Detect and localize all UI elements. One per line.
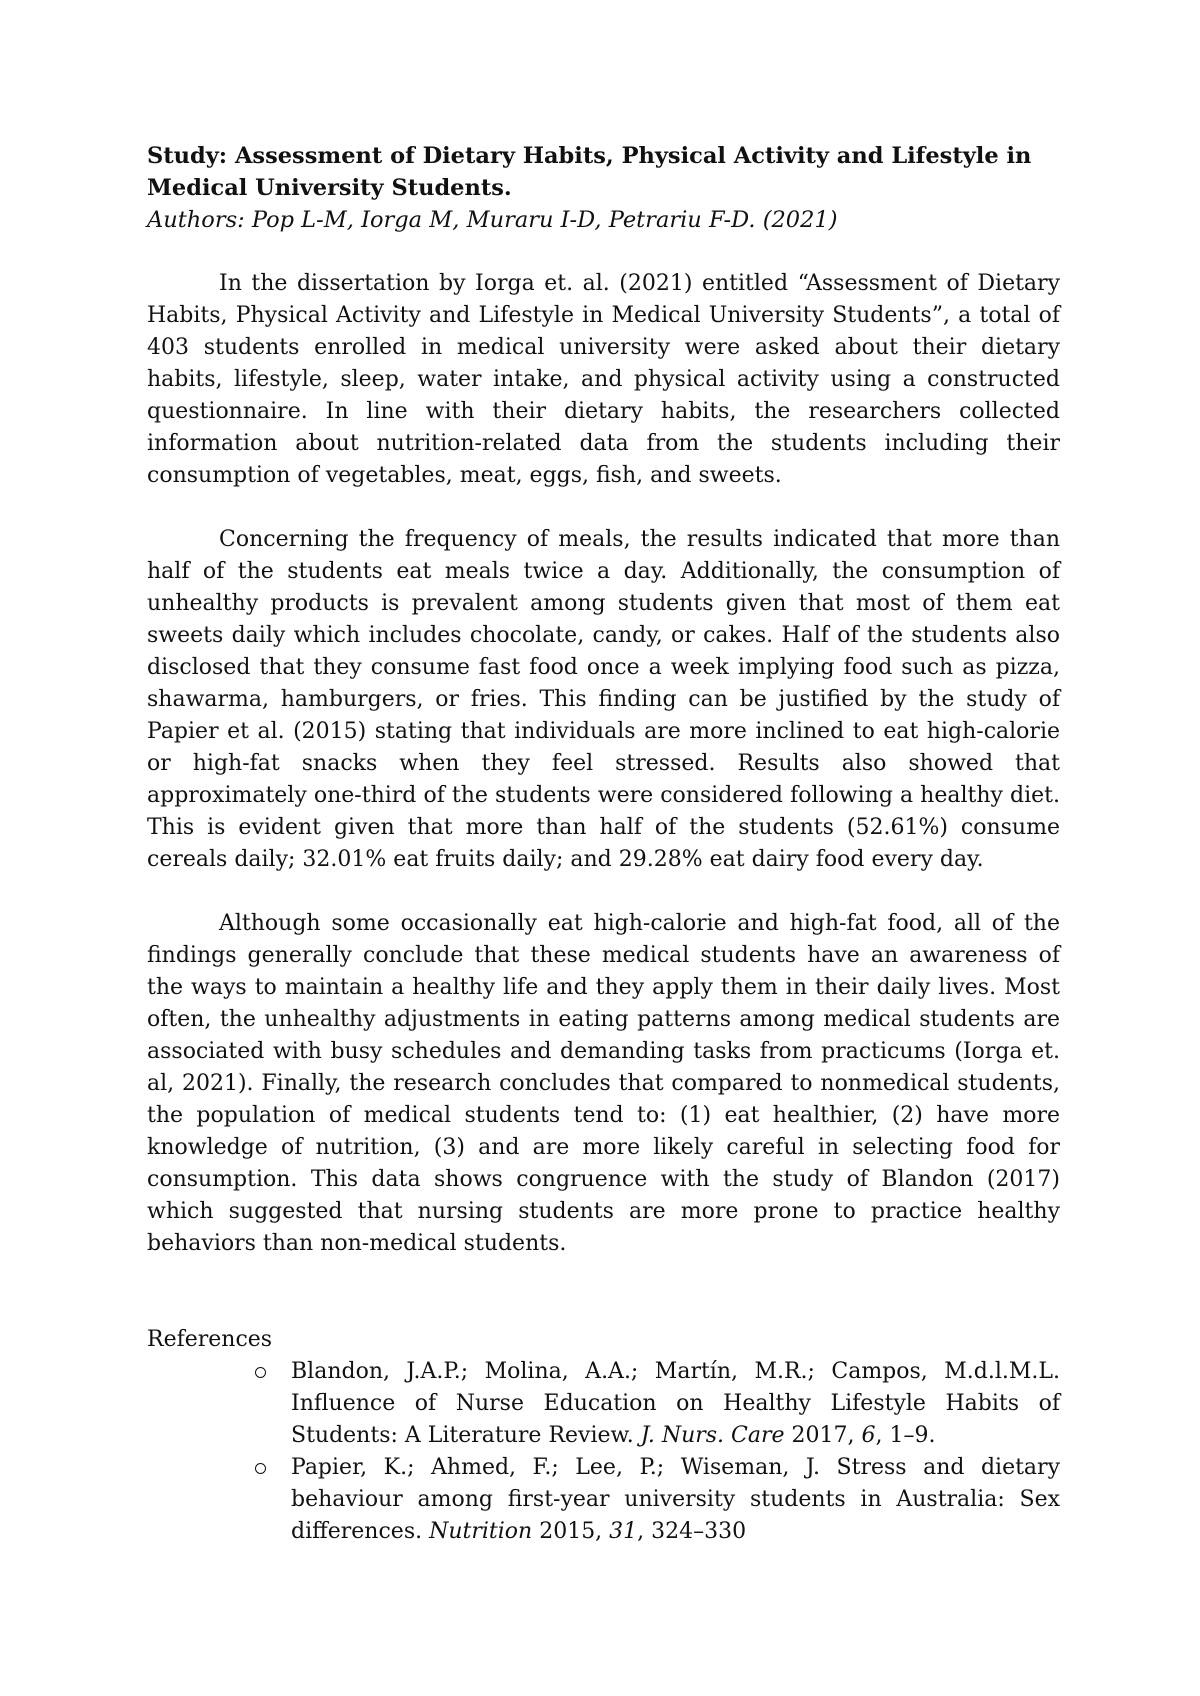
body-paragraph-1: In the dissertation by Iorga et. al. (2021) entitled “Assessment of Dietary Habits, Physical Activity and Lifestyle in Medical University Students”, a total of 403 students enrolled in medical university were asked about their dietary habits, lifestyle, sleep, water intake, and physical activity using a constructed questionnaire. In line with their dietary habits, the researchers collected information about nutrition-related data from the students including their consumption of vegetables, meat, eggs, fish, and sweets. xyxy=(147,271,1060,488)
reference-pages: , 1–9. xyxy=(875,1423,936,1448)
body-paragraph-3: Although some occasionally eat high-calorie and high-fat food, all of the findings generally conclude that these medical students have an awareness of the ways to maintain a healthy life and they apply them in their daily lives. Most often, the unhealthy adjustments in eating patterns among medical students are associated with busy schedules and demanding tasks from practicums (Iorga et. al, 2021). Finally, the research concludes that compared to nonmedical students, the population of medical students tend to: (1) eat healthier, (2) have more knowledge of nutrition, (3) and are more likely careful in selecting food for consumption. This data shows congruence with the study of Blandon (2017) which suggested that nursing students are more prone to practice healthy behaviors than non-medical students. xyxy=(147,911,1060,1256)
reference-year: 2017, xyxy=(784,1423,862,1448)
hollow-circle-bullet-icon xyxy=(255,1367,266,1378)
body-paragraph-2: Concerning the frequency of meals, the results indicated that more than half of the students eat meals twice a day. Additionally, the consumption of unhealthy products is prevalent among students given that most of them eat sweets daily which includes chocolate, candy, or cakes. Half of the students also disclosed that they consume fast food once a week implying food such as pizza, shawarma, hamburgers, or fries. This finding can be justified by the study of Papier et al. (2015) stating that individuals are more inclined to eat high-calorie or high-fat snacks when they feel stressed. Results also showed that approximately one-third of the students were considered following a healthy diet. This is evident given that more than half of the students (52.61%) consume cereals daily; 32.01% eat fruits daily; and 29.28% eat dairy food every day. xyxy=(147,527,1060,872)
study-authors: Authors: Pop L-M, Iorga M, Muraru I-D, Petrariu F-D. (2021) xyxy=(147,207,838,233)
references-heading: References xyxy=(147,1327,273,1352)
reference-volume: 31 xyxy=(609,1519,638,1544)
reference-text: Blandon, J.A.P.; Molina, A.A.; Martín, M.R.; Campos, M.d.l.M.L. Influence of Nurse Education on Healthy Lifestyle Habits of Students: A Literature Review. xyxy=(291,1359,1060,1448)
reference-journal: Nutrition xyxy=(429,1519,533,1544)
reference-text: Papier, K.; Ahmed, F.; Lee, P.; Wiseman, J. Stress and dietary behaviour among first-year university students in Australia: Sex differences. xyxy=(291,1455,1060,1544)
reference-journal: J. Nurs. Care xyxy=(640,1423,785,1448)
references-list xyxy=(147,1356,1060,1548)
reference-volume: 6 xyxy=(861,1423,876,1448)
reference-item-papier xyxy=(147,1452,1060,1548)
reference-item-blandon xyxy=(147,1356,1060,1452)
hollow-circle-bullet-icon xyxy=(255,1463,266,1474)
reference-year: 2015, xyxy=(532,1519,610,1544)
document-page xyxy=(147,140,1060,1548)
study-title: Study: Assessment of Dietary Habits, Physical Activity and Lifestyle in Medical University Students. xyxy=(147,143,1032,201)
reference-pages: , 324–330 xyxy=(637,1519,747,1544)
